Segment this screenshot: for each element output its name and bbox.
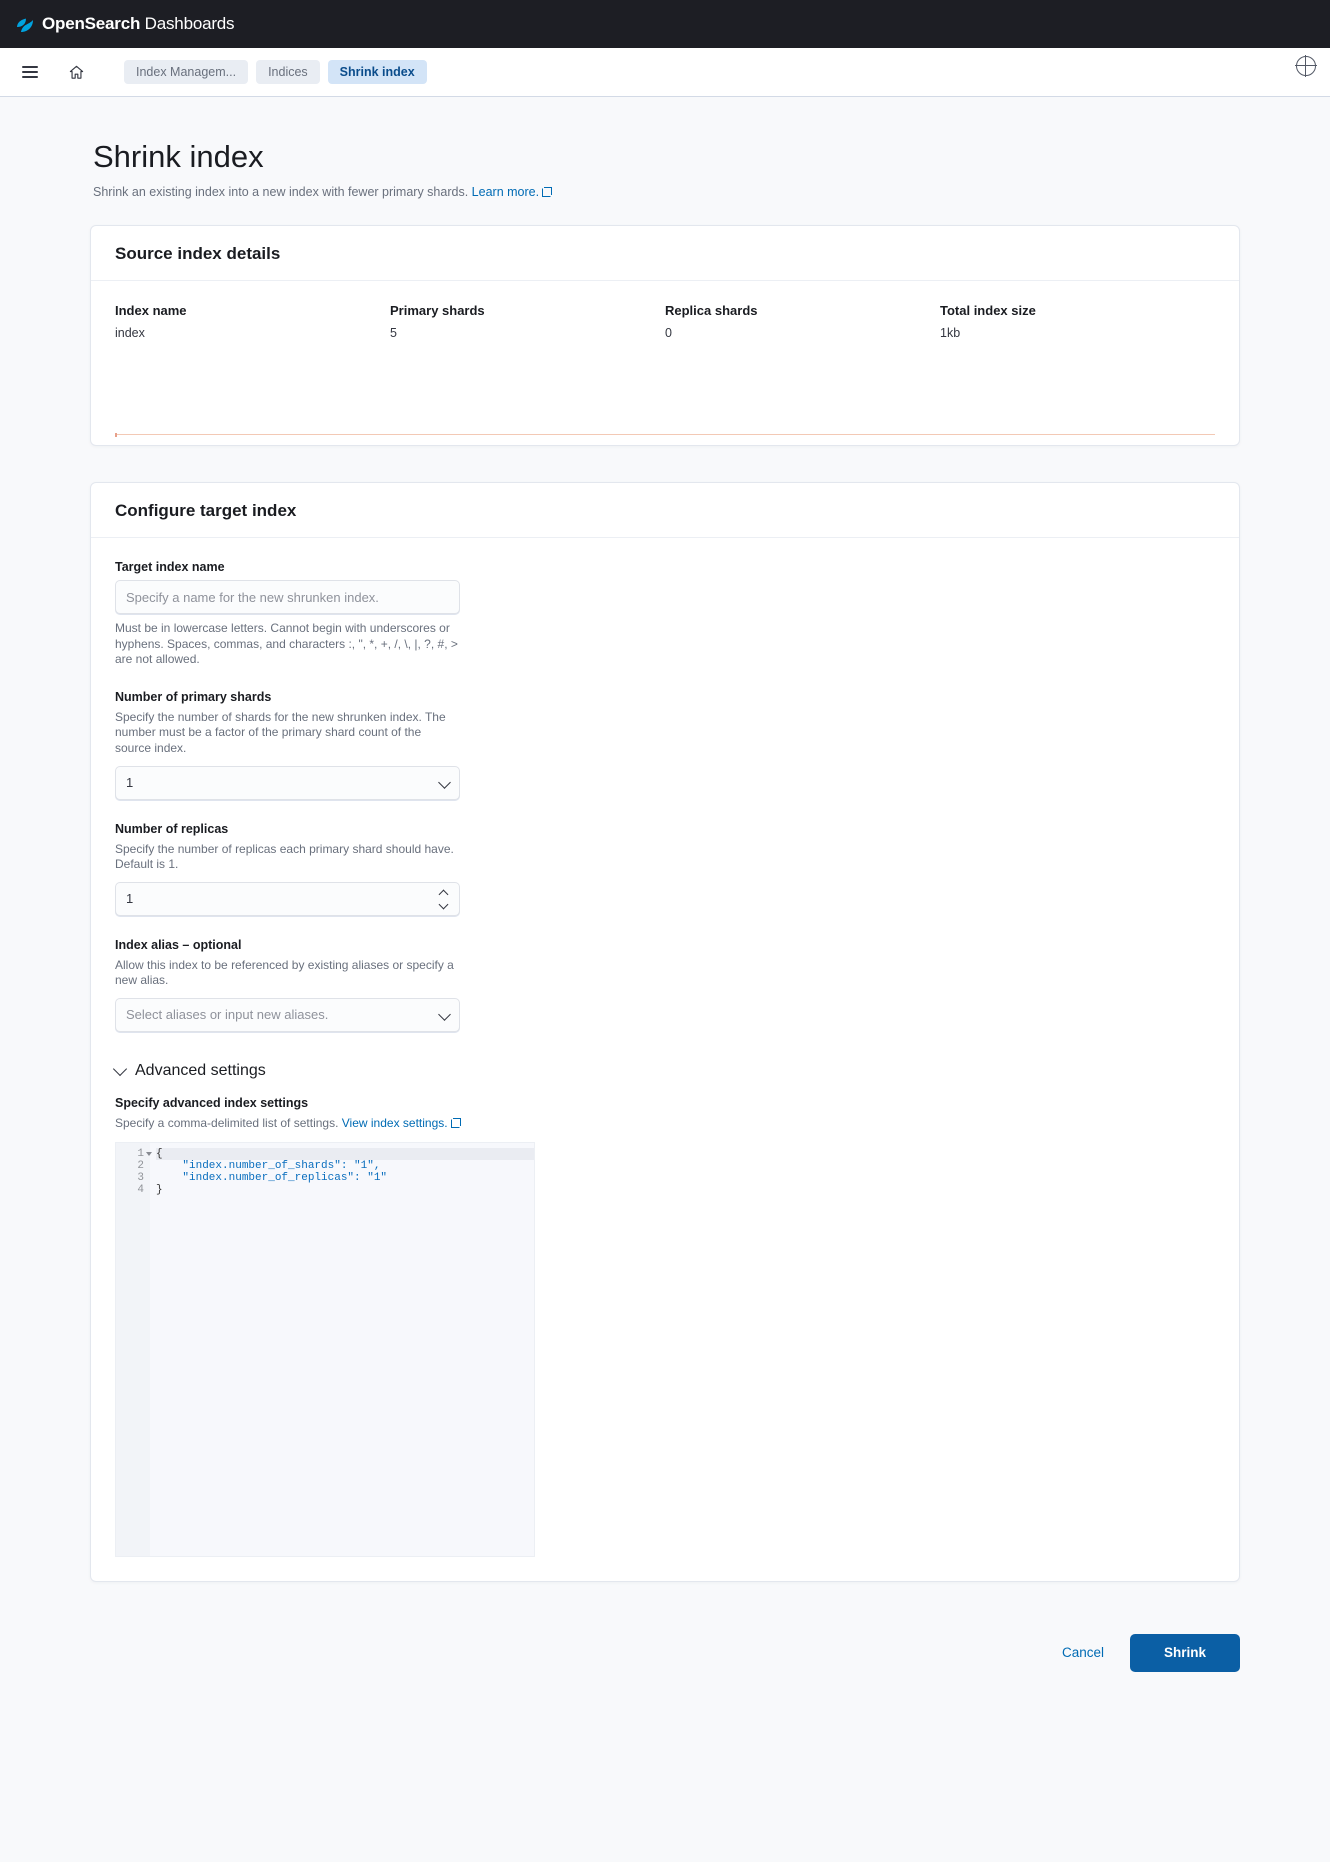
chevron-down-icon <box>113 1062 127 1076</box>
panel-divider <box>115 434 1215 435</box>
editor-line: "index.number_of_shards": "1", <box>156 1159 381 1172</box>
replicas-label: Number of replicas <box>115 821 229 836</box>
footer-actions <box>90 1618 1240 1720</box>
replicas-number-input[interactable]: 1 <box>115 882 460 916</box>
configure-target-index-panel <box>90 482 1240 1582</box>
page-content <box>0 97 1330 1720</box>
page-subtitle: Shrink an existing index into a new index with fewer primary shards. Learn more. <box>93 185 1240 199</box>
target-index-name-help: Must be in lowercase letters. Cannot begin with underscores or hyphens. Spaces, commas, and characters :, ", *, +, /, \, |, ?, #, > are not allowed. <box>115 621 458 667</box>
breadcrumb-item-indices[interactable]: Indices <box>256 60 320 84</box>
cancel-button[interactable]: Cancel <box>1058 1637 1108 1668</box>
editor-gutter <box>116 1143 150 1556</box>
breadcrumb-item-index-management[interactable]: Index Managem... <box>124 60 248 84</box>
index-alias-combobox[interactable]: Select aliases or input new aliases. <box>115 998 460 1032</box>
source-index-details-title: Source index details <box>91 226 1239 281</box>
detail-value: index <box>115 326 145 340</box>
editor-line-number: 2 <box>137 1159 144 1172</box>
home-icon[interactable] <box>60 56 92 88</box>
hamburger-menu-icon[interactable] <box>14 56 46 88</box>
globe-icon[interactable] <box>1296 56 1316 76</box>
app-header <box>0 0 1330 48</box>
editor-line: } <box>156 1183 163 1196</box>
shrink-button[interactable]: Shrink <box>1130 1634 1240 1672</box>
editor-line-number: 4 <box>137 1183 144 1196</box>
advanced-settings-toggle[interactable] <box>115 1062 266 1080</box>
detail-primary-shards <box>390 303 665 340</box>
detail-value: 1kb <box>940 326 961 340</box>
page-title: Shrink index <box>93 139 264 174</box>
detail-index-name <box>115 303 390 340</box>
brand-title: OpenSearch Dashboards <box>42 14 235 33</box>
advanced-settings-section <box>115 1096 1215 1557</box>
fold-arrow-icon[interactable] <box>146 1152 152 1156</box>
detail-label: Index name <box>115 303 187 318</box>
detail-label: Primary shards <box>390 303 485 318</box>
advanced-settings-editor[interactable] <box>115 1142 535 1557</box>
breadcrumb-item-shrink-index[interactable]: Shrink index <box>328 60 427 84</box>
detail-label: Total index size <box>940 303 1036 318</box>
advanced-settings-help: Specify a comma-delimited list of settings. View index settings. <box>115 1116 1215 1132</box>
primary-shards-label: Number of primary shards <box>115 689 272 704</box>
detail-total-index-size <box>940 303 1215 340</box>
brand <box>14 13 234 35</box>
index-alias-help: Allow this index to be referenced by existing aliases or specify a new alias. <box>115 957 454 988</box>
learn-more-link[interactable]: Learn more. <box>471 185 540 199</box>
index-alias-label: Index alias – optional <box>115 937 242 952</box>
editor-code[interactable] <box>150 1143 534 1556</box>
view-index-settings-link[interactable]: View index settings. <box>341 1115 448 1130</box>
detail-label: Replica shards <box>665 303 758 318</box>
target-index-name-field <box>115 560 460 668</box>
configure-target-index-title: Configure target index <box>91 483 1239 538</box>
editor-line: "index.number_of_replicas": "1" <box>156 1171 388 1184</box>
external-link-icon <box>542 187 552 197</box>
detail-replica-shards <box>665 303 940 340</box>
editor-line-number: 1 <box>116 1148 144 1160</box>
primary-shards-help: Specify the number of shards for the new shrunken index. The number must be a factor of the primary shard count of the source index. <box>115 709 446 755</box>
source-index-details-grid <box>115 303 1215 410</box>
replicas-help: Specify the number of replicas each primary shard should have. Default is 1. <box>115 841 454 872</box>
advanced-settings-label: Advanced settings <box>135 1061 266 1079</box>
replicas-field <box>115 822 460 916</box>
detail-value: 0 <box>665 326 672 340</box>
index-alias-field <box>115 938 460 1032</box>
primary-shards-select[interactable]: 1 <box>115 766 460 800</box>
detail-value: 5 <box>390 326 397 340</box>
breadcrumb <box>124 60 427 84</box>
external-link-icon <box>451 1118 461 1128</box>
target-index-name-input[interactable] <box>115 580 460 614</box>
editor-line: { <box>156 1148 534 1160</box>
primary-shards-field <box>115 690 460 800</box>
opensearch-logo-icon <box>14 13 36 35</box>
source-index-details-panel <box>90 225 1240 446</box>
breadcrumb-bar <box>0 48 1330 97</box>
advanced-settings-field-label: Specify advanced index settings <box>115 1095 309 1110</box>
editor-line-number: 3 <box>137 1171 144 1184</box>
target-index-name-label: Target index name <box>115 560 225 574</box>
